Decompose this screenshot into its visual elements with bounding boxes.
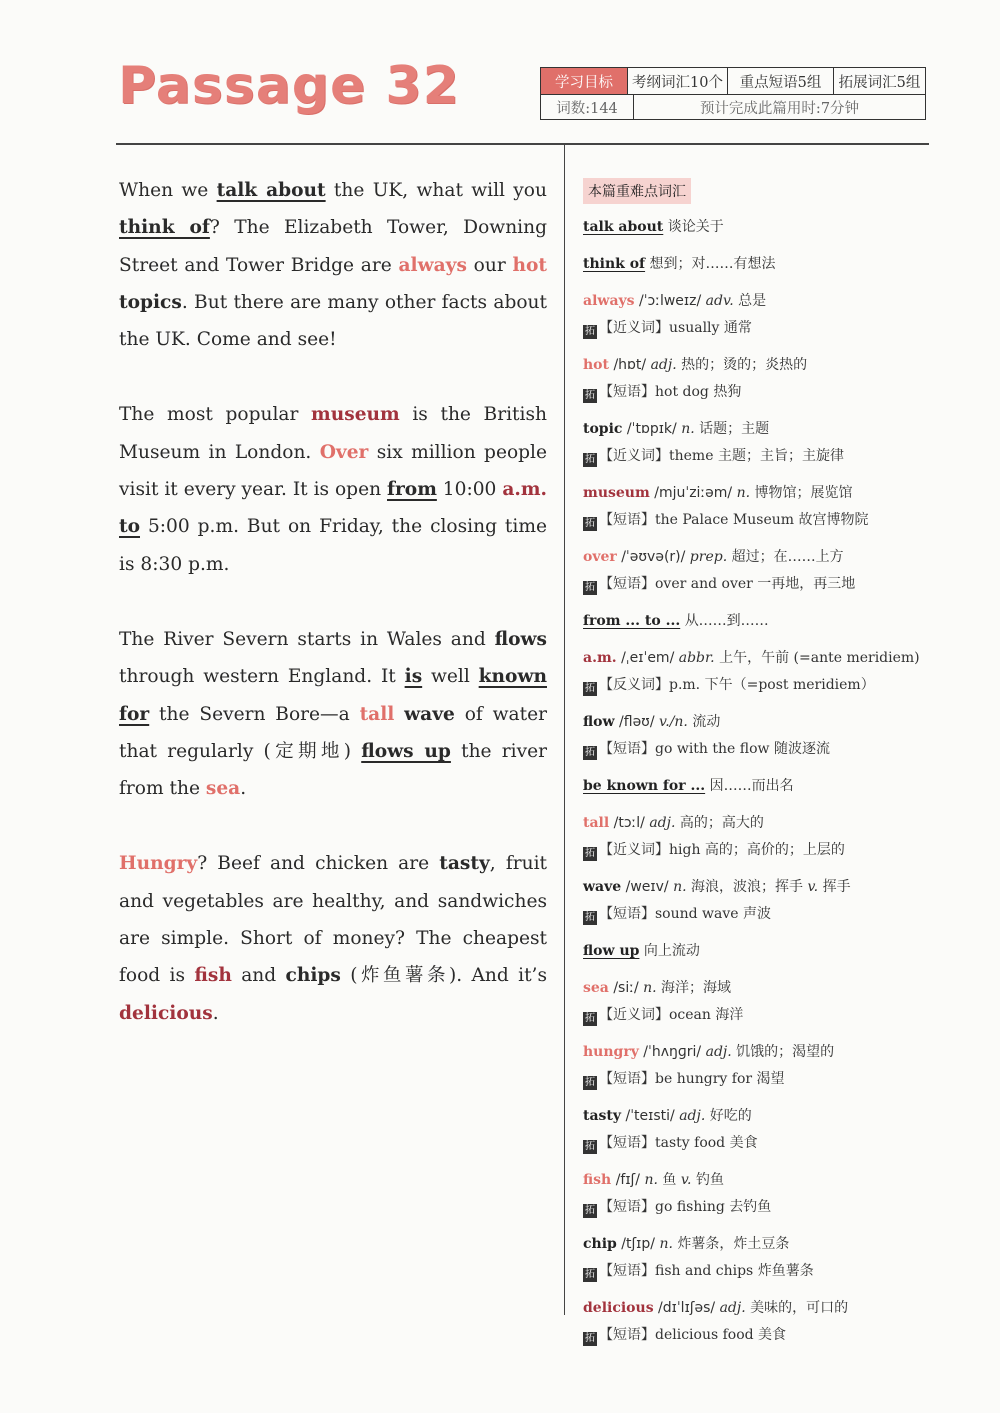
kw-hot: hot bbox=[512, 254, 547, 276]
part-of-speech: n. bbox=[673, 879, 687, 895]
goals-word-count: 词数:144 bbox=[556, 100, 618, 117]
text: of water that regularly (定期地) bbox=[119, 703, 547, 762]
extend-icon: 拓 bbox=[585, 912, 595, 923]
part-of-speech: n. bbox=[736, 485, 751, 501]
vocab-panel bbox=[583, 178, 923, 1361]
meaning: 话题；主题 bbox=[699, 421, 770, 437]
vocab-entry-talk-about bbox=[583, 216, 923, 239]
kw-chips: chips bbox=[285, 965, 341, 987]
part-of-speech: adj. bbox=[649, 815, 676, 831]
extend-icon: 拓 bbox=[585, 582, 595, 593]
meaning: 饥饿的；渴望的 bbox=[736, 1044, 835, 1060]
text: ? The Elizabeth Tower, Downing Street and Tower Bridge are bbox=[119, 217, 547, 276]
extend-icon: 拓 bbox=[585, 1333, 595, 1344]
text: 10:00 bbox=[436, 479, 503, 501]
vocab-header: 本篇重难点词汇 bbox=[583, 178, 691, 204]
vocab-entry-tall bbox=[583, 812, 923, 862]
vocab-entry-hungry bbox=[583, 1041, 923, 1091]
extended-usage: 【短语】be hungry for 渴望 bbox=[599, 1071, 785, 1087]
extended-usage: 【近义词】ocean 海洋 bbox=[599, 1007, 744, 1023]
meaning: 挥手 bbox=[822, 879, 851, 895]
headword: a.m. bbox=[583, 650, 617, 666]
extend-icon: 拓 bbox=[585, 326, 595, 337]
pronunciation: /ˈtɒpɪk/ bbox=[626, 421, 677, 437]
text: through western England. It bbox=[119, 666, 405, 688]
meaning: 美味的，可口的 bbox=[750, 1300, 849, 1316]
kw-flows-up: flows up bbox=[361, 740, 451, 762]
pronunciation: /dɪˈlɪʃəs/ bbox=[658, 1300, 716, 1316]
pronunciation: /ˈteɪsti/ bbox=[625, 1108, 675, 1124]
headword: wave bbox=[583, 879, 622, 895]
meaning: 热的；烫的；炎热的 bbox=[681, 357, 808, 373]
learning-goals-table bbox=[540, 67, 926, 120]
extended-usage: 【近义词】high 高的；高价的；上层的 bbox=[599, 842, 845, 858]
vocab-entry-fish bbox=[583, 1169, 923, 1219]
kw-fish: fish bbox=[194, 965, 232, 987]
goals-extended: 拓展词汇5组 bbox=[833, 68, 925, 94]
extend-icon: 拓 bbox=[585, 1269, 595, 1280]
text: . bbox=[212, 1002, 219, 1024]
vocab-entry-hot bbox=[583, 354, 923, 404]
part-of-speech: adj. bbox=[705, 1044, 732, 1060]
goals-label: 学习目标 bbox=[541, 68, 627, 94]
extended-usage: 【近义词】usually 通常 bbox=[599, 320, 752, 336]
text: (炸鱼薯条). And it’s bbox=[340, 965, 547, 987]
text: . But there are many other facts about the UK. Come and see! bbox=[119, 291, 547, 351]
goals-vocab-count: 考纲词汇10个 bbox=[627, 68, 727, 94]
part-of-speech: adv. bbox=[705, 293, 734, 309]
headword: always bbox=[583, 293, 635, 309]
pronunciation: /ˈəʊvə(r)/ bbox=[621, 549, 686, 565]
goals-row bbox=[541, 94, 925, 120]
part-of-speech: v./n. bbox=[659, 714, 688, 730]
text: is the British Museum in London. bbox=[119, 404, 547, 463]
headword: tall bbox=[583, 815, 610, 831]
headword: hot bbox=[583, 357, 609, 373]
part-of-speech: n. bbox=[643, 980, 657, 996]
part-of-speech: n. bbox=[659, 1236, 673, 1252]
headword: hungry bbox=[583, 1044, 639, 1060]
meaning: 钓鱼 bbox=[695, 1172, 724, 1188]
extended-usage: 【近义词】theme 主题；主旨；主旋律 bbox=[599, 448, 844, 464]
headword: from ... to ... bbox=[583, 613, 681, 629]
text: When we bbox=[119, 180, 217, 201]
paragraph-4 bbox=[119, 845, 547, 1031]
pronunciation: /ˌeɪˈem/ bbox=[621, 650, 675, 666]
vocab-entry-over bbox=[583, 546, 923, 596]
extend-icon: 拓 bbox=[585, 747, 595, 758]
part-of-speech: adj. bbox=[650, 357, 677, 373]
text: the Severn Bore—a bbox=[149, 703, 360, 725]
meaning: 海洋；海域 bbox=[661, 980, 732, 996]
text: . bbox=[240, 778, 247, 800]
kw-always: always bbox=[398, 254, 467, 276]
kw-hungry: Hungry bbox=[119, 853, 198, 875]
extended-usage: 【短语】sound wave 声波 bbox=[599, 906, 772, 922]
part-of-speech: prep. bbox=[689, 549, 728, 565]
kw-known-for: known for bbox=[119, 666, 547, 725]
extended-usage: 【短语】go fishing 去钓鱼 bbox=[599, 1199, 772, 1215]
vocab-entry-tasty bbox=[583, 1105, 923, 1155]
headword: fish bbox=[583, 1172, 612, 1188]
paragraph-1 bbox=[119, 172, 547, 358]
meaning: 从……到…… bbox=[684, 613, 769, 629]
extend-icon: 拓 bbox=[585, 1013, 595, 1024]
text: The River Severn starts in Wales and bbox=[119, 628, 495, 650]
part-of-speech: n. bbox=[681, 421, 695, 437]
headword: chip bbox=[583, 1236, 617, 1252]
kw-wave: wave bbox=[404, 703, 455, 725]
kw-tall: tall bbox=[359, 703, 395, 725]
meaning: 炸薯条，炸土豆条 bbox=[677, 1236, 790, 1252]
part-of-speech: n. bbox=[644, 1172, 658, 1188]
text: well bbox=[422, 666, 479, 688]
text: , fruit and vegetables are healthy, and sandwiches are simple. Short of money? The cheapest food is bbox=[119, 853, 547, 987]
part-of-speech: adj. bbox=[679, 1108, 706, 1124]
pronunciation: /mjuˈziːəm/ bbox=[654, 485, 733, 501]
pronunciation: /fɪʃ/ bbox=[615, 1172, 640, 1188]
extend-icon: 拓 bbox=[585, 390, 595, 401]
vocab-entry-topic bbox=[583, 418, 923, 468]
headword: tasty bbox=[583, 1108, 622, 1124]
vocab-entry-sea bbox=[583, 977, 923, 1027]
extended-usage: 【短语】hot dog 热狗 bbox=[599, 384, 742, 400]
extended-usage: 【短语】tasty food 美食 bbox=[599, 1135, 758, 1151]
text: The most popular bbox=[119, 404, 312, 426]
pronunciation: /hɒt/ bbox=[613, 357, 647, 373]
kw-delicious: delicious bbox=[119, 1002, 213, 1024]
extend-icon: 拓 bbox=[585, 848, 595, 859]
meaning: 超过；在……上方 bbox=[731, 549, 844, 565]
headword: flow up bbox=[583, 943, 640, 959]
column-divider bbox=[564, 145, 565, 1315]
meaning: 上午，午前 (=ante meridiem) bbox=[719, 650, 920, 666]
vocab-entry-am bbox=[583, 647, 923, 697]
kw-over: Over bbox=[319, 441, 369, 463]
paragraph-2 bbox=[119, 396, 547, 582]
vocab-entry-think-of bbox=[583, 253, 923, 276]
vocab-entry-be-known-for bbox=[583, 775, 923, 798]
pronunciation: /weɪv/ bbox=[625, 879, 669, 895]
meaning: 想到；对……有想法 bbox=[649, 256, 776, 272]
headword: topic bbox=[583, 421, 623, 437]
pronunciation: /tʃɪp/ bbox=[621, 1236, 655, 1252]
paragraph-3 bbox=[119, 621, 547, 807]
headword: delicious bbox=[583, 1300, 654, 1316]
kw-topics: topics bbox=[119, 291, 182, 313]
meaning: 流动 bbox=[692, 714, 721, 730]
goals-phrases: 重点短语5组 bbox=[727, 68, 833, 94]
kw-to: to bbox=[119, 516, 140, 538]
headword: sea bbox=[583, 980, 609, 996]
pronunciation: /ˈɔːlweɪz/ bbox=[638, 293, 702, 309]
headword: think of bbox=[583, 256, 646, 272]
kw-talk-about: talk about bbox=[216, 180, 326, 201]
meaning: 总是 bbox=[738, 293, 767, 309]
vocab-entry-wave bbox=[583, 876, 923, 926]
goals-time: 预计完成此篇用时:7分钟 bbox=[633, 94, 925, 120]
text bbox=[394, 704, 404, 725]
pronunciation: /ˈhʌŋɡri/ bbox=[643, 1044, 702, 1060]
meaning: 向上流动 bbox=[643, 943, 700, 959]
kw-tasty: tasty bbox=[439, 853, 490, 875]
kw-am: a.m. bbox=[502, 479, 547, 501]
meaning: 高的；高大的 bbox=[679, 815, 764, 831]
header-divider bbox=[116, 143, 929, 145]
meaning: 博物馆；展览馆 bbox=[754, 485, 853, 501]
extend-icon: 拓 bbox=[585, 518, 595, 529]
vocab-entry-flow-up bbox=[583, 940, 923, 963]
extend-icon: 拓 bbox=[585, 1141, 595, 1152]
headword: flow bbox=[583, 714, 615, 730]
meaning: 海浪，波浪；挥手 bbox=[690, 879, 803, 895]
headword: museum bbox=[583, 485, 650, 501]
kw-think-of: think of bbox=[119, 217, 210, 239]
meaning: 鱼 bbox=[662, 1172, 677, 1188]
part-of-speech: v. bbox=[807, 879, 819, 895]
part-of-speech: adj. bbox=[719, 1300, 746, 1316]
text: the river from the bbox=[119, 740, 547, 800]
part-of-speech: v. bbox=[680, 1172, 692, 1188]
extended-usage: 【反义词】p.m. 下午（=post meridiem） bbox=[599, 677, 875, 693]
headword: talk about bbox=[583, 219, 664, 235]
passage-title: Passage 32 bbox=[118, 56, 460, 116]
passage-body bbox=[119, 172, 547, 1070]
extend-icon: 拓 bbox=[585, 683, 595, 694]
extended-usage: 【短语】the Palace Museum 故宫博物院 bbox=[599, 512, 869, 528]
meaning: 好吃的 bbox=[709, 1108, 752, 1124]
kw-museum: museum bbox=[311, 404, 400, 426]
headword: be known for ... bbox=[583, 778, 706, 794]
kw-sea: sea bbox=[205, 778, 241, 800]
text: 5:00 p.m. But on Friday, the closing time is 8:30 p.m. bbox=[119, 516, 547, 575]
extend-icon: 拓 bbox=[585, 1205, 595, 1216]
vocab-entry-chip bbox=[583, 1233, 923, 1283]
extended-usage: 【短语】fish and chips 炸鱼薯条 bbox=[599, 1263, 814, 1279]
text: and bbox=[231, 965, 286, 987]
meaning: 因……而出名 bbox=[709, 778, 794, 794]
text: six million people visit it every year. It is open bbox=[119, 441, 547, 501]
kw-flows: flows bbox=[494, 628, 547, 650]
extend-icon: 拓 bbox=[585, 1077, 595, 1088]
kw-from: from bbox=[387, 479, 437, 501]
pronunciation: /siː/ bbox=[613, 980, 639, 996]
vocab-entry-delicious bbox=[583, 1297, 923, 1347]
pronunciation: /tɔːl/ bbox=[613, 815, 645, 831]
extended-usage: 【短语】go with the flow 随波逐流 bbox=[599, 741, 830, 757]
text: our bbox=[466, 254, 513, 276]
goals-row bbox=[541, 68, 925, 95]
vocab-entry-from-to bbox=[583, 610, 923, 633]
extend-icon: 拓 bbox=[585, 454, 595, 465]
headword: over bbox=[583, 549, 617, 565]
vocab-entry-museum bbox=[583, 482, 923, 532]
part-of-speech: abbr. bbox=[678, 650, 715, 666]
text: ? Beef and chicken are bbox=[197, 853, 440, 875]
pronunciation: /fləʊ/ bbox=[619, 714, 655, 730]
extended-usage: 【短语】delicious food 美食 bbox=[599, 1327, 787, 1343]
vocab-entry-always bbox=[583, 290, 923, 340]
meaning: 谈论关于 bbox=[667, 219, 724, 235]
text: the UK, what will you bbox=[325, 180, 547, 201]
kw-is: is bbox=[404, 666, 423, 688]
extended-usage: 【短语】over and over 一再地，再三地 bbox=[599, 576, 856, 592]
vocab-entry-flow bbox=[583, 711, 923, 761]
